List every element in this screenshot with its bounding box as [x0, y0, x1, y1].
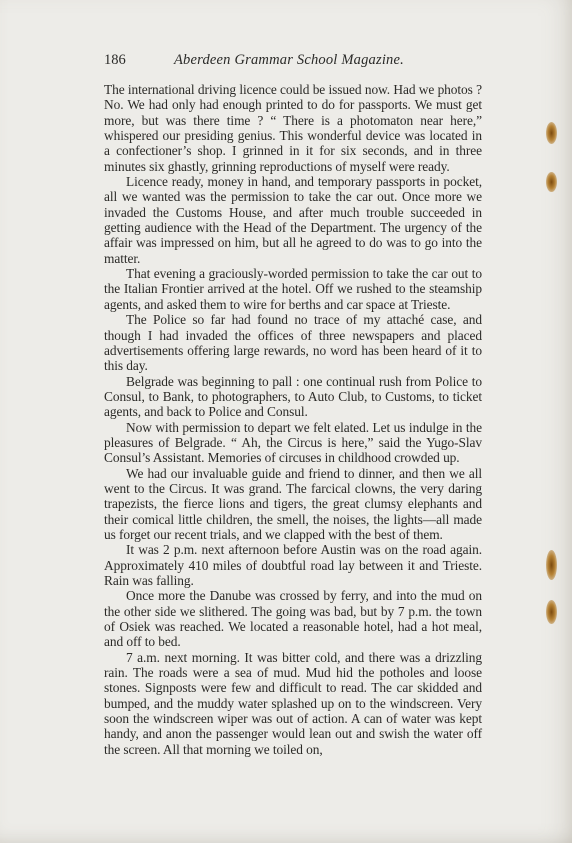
- binding-stain: [546, 550, 557, 580]
- binding-stain: [546, 172, 557, 192]
- paragraph: Belgrade was beginning to pall : one continual rush from Police to Consul, to Bank, to photographers, to Auto Club, to Customs, to ticket agents, and back to Police and Consul.: [104, 373, 482, 420]
- binding-stain: [546, 122, 557, 144]
- article-body: [104, 82, 482, 757]
- paragraph: The international driving licence could be issued now. Had we photos ? No. We had only had enough printed to do for passports. We must get more, but was there time ? “ There is a photomaton near here,” whispered our presiding genius. This wonderful device was located in a confectioner’s shop. I grinned in it for six seconds, and in three minutes six ghastly, grinning reproductions of myself were ready.: [104, 82, 482, 174]
- paragraph: Once more the Danube was crossed by ferry, and into the mud on the other side we slithered. The going was bad, but by 7 p.m. the town of Osiek was reached. We located a reasonable hotel, had a hot meal, and off to bed.: [104, 588, 482, 650]
- paragraph: Now with permission to depart we felt elated. Let us indulge in the pleasures of Belgrade. “ Ah, the Circus is here,” said the Yugo-Slav Consul’s Assistant. Memories of circuses in childhood crowded up.: [104, 419, 482, 466]
- paragraph: 7 a.m. next morning. It was bitter cold, and there was a drizzling rain. The roads were a sea of mud. Mud hid the potholes and loose stones. Signposts were few and difficult to read. The car skidded and bumped, and the muddy water splashed up on to the windscreen. Very soon the windscreen wiper was out of action. A can of water was kept handy, and anon the passenger would lean out and swish the water off the screen. All that morning we toiled on,: [104, 649, 482, 757]
- running-title: Aberdeen Grammar School Magazine.: [174, 52, 404, 68]
- paragraph: We had our invaluable guide and friend to dinner, and then we all went to the Circus. It was grand. The farcical clowns, the very daring trapezists, the fierce lions and tigers, the great clumsy elephants and their comical little children, the smell, the noises, the lights—all made us forget our recent trials, and we clapped with the best of them.: [104, 465, 482, 542]
- paragraph: Licence ready, money in hand, and temporary passports in pocket, all we wanted was the permission to take the car out. Once more we invaded the Customs House, and after much trouble succeeded in getting audience with the Head of the Department. The urgency of the affair was impressed on him, but all he agreed to do was to go into the matter.: [104, 174, 482, 266]
- paragraph: The Police so far had found no trace of my attaché case, and though I had invaded the offices of three newspapers and placed advertisements offering large rewards, no word has been heard of it to this day.: [104, 312, 482, 374]
- binding-stain: [546, 600, 557, 624]
- paragraph: That evening a graciously-worded permission to take the car out to the Italian Frontier arrived at the hotel. Off we rushed to the steamship agents, and asked them to wire for berths and car space at Trieste.: [104, 266, 482, 312]
- paragraph: It was 2 p.m. next afternoon before Austin was on the road again. Approximately 410 miles of doubtful road lay between it and Trieste. Rain was falling.: [104, 542, 482, 588]
- page-header: [104, 52, 484, 72]
- page-number: 186: [104, 52, 126, 68]
